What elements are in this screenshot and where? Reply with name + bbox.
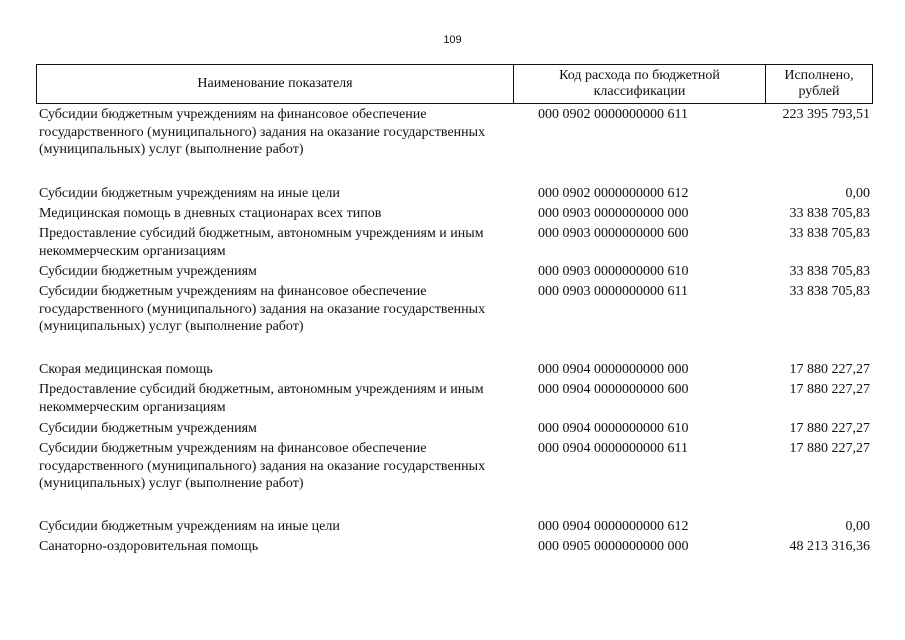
header-code-column: Код расхода по бюджетной классификации <box>514 65 766 103</box>
row-amount: 17 880 227,27 <box>789 362 870 377</box>
header-name-column: Наименование показателя <box>37 65 514 103</box>
row-code: 000 0904 0000000000 612 <box>538 519 689 534</box>
row-amount: 0,00 <box>845 186 870 201</box>
table-header <box>36 64 873 104</box>
row-code: 000 0902 0000000000 611 <box>538 107 688 122</box>
row-name: Субсидии бюджетным учреждениям на финансовое обеспечение государственного (муниципального) задания на оказание государственных (муниципальных) услуг (выполнение работ) <box>39 107 486 157</box>
row-code: 000 0904 0000000000 611 <box>538 441 688 456</box>
row-name: Скорая медицинская помощь <box>39 362 213 377</box>
row-name: Субсидии бюджетным учреждениям на финансовое обеспечение государственного (муниципального) задания на оказание государственных (муниципальных) услуг (выполнение работ) <box>39 441 486 491</box>
page-number: 109 <box>443 34 462 46</box>
row-amount: 223 395 793,51 <box>782 107 870 122</box>
row-code: 000 0904 0000000000 600 <box>538 382 689 397</box>
row-name: Субсидии бюджетным учреждениям на иные цели <box>39 186 340 201</box>
row-amount: 33 838 705,83 <box>789 264 870 279</box>
row-amount: 33 838 705,83 <box>789 226 870 241</box>
row-name: Санаторно-оздоровительная помощь <box>39 539 259 554</box>
row-code: 000 0905 0000000000 000 <box>538 539 689 554</box>
row-name: Субсидии бюджетным учреждениям на финансовое обеспечение государственного (муниципального) задания на оказание государственных (муниципальных) услуг (выполнение работ) <box>39 284 486 334</box>
header-amount-column: Исполнено, рублей <box>784 68 854 99</box>
row-amount: 0,00 <box>845 519 870 534</box>
row-amount: 33 838 705,83 <box>789 284 870 299</box>
row-amount: 33 838 705,83 <box>789 206 870 221</box>
row-name: Субсидии бюджетным учреждениям на иные цели <box>39 519 340 534</box>
row-amount: 17 880 227,27 <box>789 441 870 456</box>
row-amount: 17 880 227,27 <box>789 382 870 397</box>
row-code: 000 0903 0000000000 000 <box>538 206 689 221</box>
row-code: 000 0904 0000000000 000 <box>538 362 689 377</box>
row-name: Субсидии бюджетным учреждениям <box>39 264 257 279</box>
row-code: 000 0903 0000000000 610 <box>538 264 689 279</box>
row-amount: 48 213 316,36 <box>789 539 870 554</box>
row-code: 000 0903 0000000000 611 <box>538 284 688 299</box>
row-name: Субсидии бюджетным учреждениям <box>39 421 257 436</box>
row-code: 000 0904 0000000000 610 <box>538 421 689 436</box>
row-code: 000 0902 0000000000 612 <box>538 186 689 201</box>
row-name: Предоставление субсидий бюджетным, автономным учреждениям и иным некоммерческим организациям <box>39 382 484 415</box>
row-name: Предоставление субсидий бюджетным, автономным учреждениям и иным некоммерческим организациям <box>39 226 484 259</box>
row-code: 000 0903 0000000000 600 <box>538 226 689 241</box>
row-amount: 17 880 227,27 <box>789 421 870 436</box>
row-name: Медицинская помощь в дневных стационарах всех типов <box>39 206 382 221</box>
